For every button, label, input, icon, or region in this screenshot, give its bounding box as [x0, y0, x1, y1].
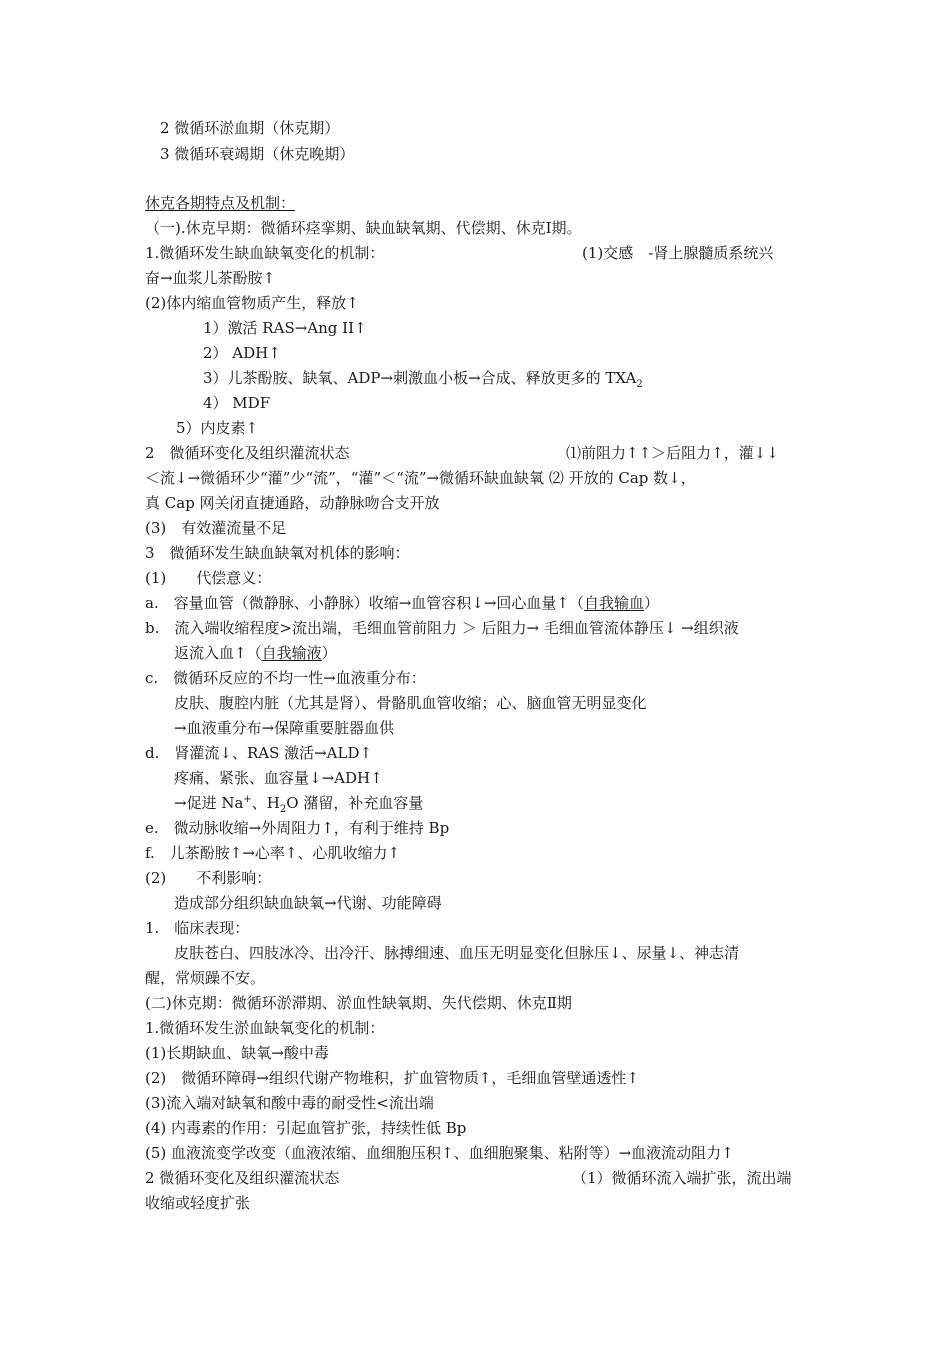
- text-line: 皮肤苍白、四肢冰冷、出冷汗、脉搏细速、血压无明显变化但脉压↓、尿量↓、神志清: [174, 944, 740, 962]
- text-line: (4) 内毒素的作用：引起血管扩张，持续性低 Bp: [145, 1119, 467, 1137]
- text-line: 2 微循环淤血期（休克期）: [160, 119, 340, 137]
- text-line: (1)交感 -肾上腺髓质系统兴: [582, 244, 774, 262]
- text-line: →血液重分布→保障重要脏器血供: [174, 719, 395, 737]
- text-line: 收缩或轻度扩张: [145, 1194, 251, 1212]
- list-item: 返流入血↑（自我输液）: [174, 644, 337, 662]
- list-item: 1）激活 RAS→Ang II↑: [203, 319, 367, 337]
- text-line: 真 Cap 网关闭直捷通路，动静脉吻合支开放: [145, 494, 440, 512]
- list-item: a. 容量血管（微静脉、小静脉）收缩→血管容积↓→回心血量↑（自我输血）: [145, 594, 660, 612]
- text-line: 3 微循环衰竭期（休克晚期）: [160, 145, 355, 163]
- text-line: （1）微循环流入端扩张，流出端: [572, 1169, 792, 1187]
- list-item: 4） MDF: [203, 394, 271, 412]
- text-line: (1)长期缺血、缺氧→酸中毒: [145, 1044, 329, 1062]
- list-item: 5）内皮素↑: [176, 419, 259, 437]
- list-item: 2） ADH↑: [203, 344, 281, 362]
- text-line: (2)体内缩血管物质产生，释放↑: [145, 294, 359, 312]
- list-item: 3）儿茶酚胺、缺氧、ADP→刺激血小板→合成、释放更多的 $TXA_2$: [203, 369, 643, 390]
- text-line: 皮肤、腹腔内脏（尤其是肾）、骨骼肌血管收缩；心、脑血管无明显变化: [174, 694, 647, 712]
- text-line: (2) 不利影响：: [145, 869, 272, 887]
- list-item: e. 微动脉收缩→外周阻力↑，有利于维持 Bp: [145, 819, 450, 837]
- text-line: (1) 代偿意义：: [145, 569, 272, 587]
- text-line: ⑴前阻力↑↑＞后阻力↑，灌↓↓: [566, 444, 779, 462]
- text-line: (3)流入端对缺氧和酸中毒的耐受性<流出端: [145, 1094, 434, 1112]
- section-heading: 休克各期特点及机制：: [145, 194, 296, 212]
- list-item: d. 肾灌流↓、RAS 激活→ALD↑: [145, 744, 373, 762]
- text-line: 1. 临床表现：: [145, 919, 250, 937]
- text-line: 醒，常烦躁不安。: [145, 969, 266, 987]
- text-line: 2 微循环变化及组织灌流状态: [145, 444, 350, 462]
- text-line: (2) 微循环障碍→组织代谢产物堆积，扩血管物质↑，毛细血管壁通透性↑: [145, 1069, 639, 1087]
- text-line: 2 微循环变化及组织灌流状态: [145, 1169, 340, 1187]
- text-line: 疼痛、紧张、血容量↓→ADH↑: [174, 769, 383, 787]
- list-item: b. 流入端收缩程度>流出端，毛细血管前阻力 ＞ 后阻力→ 毛细血管流体静压↓ →组织液: [145, 619, 739, 637]
- text-line: 奋→血浆儿茶酚胺↑: [145, 269, 276, 287]
- text-line: ＜流↓→微循环少“灌”少“流”，“灌”＜“流”→微循环缺血缺氧 ⑵ 开放的 Cap 数↓，: [145, 469, 696, 487]
- text-line: (二)休克期：微循环淤滞期、淤血性缺氧期、失代偿期、休克Ⅱ期: [145, 994, 572, 1012]
- text-line: 造成部分组织缺血缺氧→代谢、功能障碍: [174, 894, 442, 912]
- text-line: (5) 血液流变学改变（血液浓缩、血细胞压积↑、血细胞聚集、粘附等）→血液流动阻力↑: [145, 1144, 734, 1162]
- list-item: f. 儿茶酚胺↑→心率↑、心肌收缩力↑: [145, 844, 401, 862]
- text-line: 3 微循环发生缺血缺氧对机体的影响：: [145, 544, 410, 562]
- text-line: (3) 有效灌流量不足: [145, 519, 287, 537]
- text-line: →促进 Na+、$H_2O$ 潴留，补充血容量: [174, 794, 424, 815]
- list-item: c. 微循环反应的不均一性→血液重分布：: [145, 669, 426, 687]
- text-line: 1.微循环发生缺血缺氧变化的机制：: [145, 244, 385, 262]
- text-line: 1.微循环发生淤血缺氧变化的机制：: [145, 1019, 385, 1037]
- text-line: （一).休克早期：微循环痉挛期、缺血缺氧期、代偿期、休克Ⅰ期。: [145, 219, 582, 237]
